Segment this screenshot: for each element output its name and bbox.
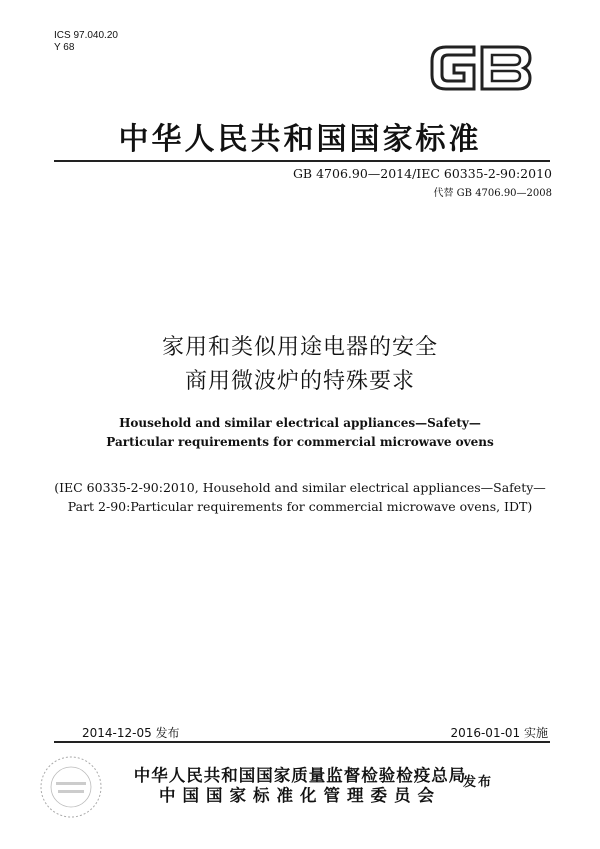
chinese-title-line2: 商用微波炉的特殊要求	[184, 369, 415, 394]
english-title-line2: Particular requirements for commercial microwave ovens	[106, 435, 494, 449]
publish-label: 发布	[463, 775, 494, 790]
chinese-title-line1: 家用和类似用途电器的安全	[161, 335, 438, 360]
ics-code: ICS 97.040.20	[54, 30, 118, 41]
standard-number: GB 4706.90—2014/IEC 60335-2-90:2010	[292, 166, 552, 181]
gb-logo	[424, 39, 536, 97]
classification-codes	[54, 30, 118, 54]
page-title: 中华人民共和国国家标准	[118, 122, 482, 157]
idt-note-line2: Part 2-90:Particular requirements for commercial microwave ovens, IDT)	[67, 499, 533, 514]
issue-date: 2014-12-05 发布	[82, 726, 180, 740]
effective-date: 2016-01-01 实施	[450, 726, 548, 740]
divider-bottom	[54, 741, 550, 743]
english-title-line1: Household and similar electrical appliances—Safety—	[119, 416, 481, 430]
ccs-code: Y 68	[54, 42, 75, 53]
replaces-standard: 代替 GB 4706.90—2008	[433, 188, 552, 199]
issuer-line2: 中国国家标准化管理委员会	[159, 786, 441, 805]
divider-top	[54, 160, 550, 162]
issuer-line1: 中华人民共和国国家质量监督检验检疫总局	[133, 766, 467, 785]
idt-note-line1: (IEC 60335-2-90:2010, Household and similar electrical appliances—Safety—	[54, 480, 546, 495]
